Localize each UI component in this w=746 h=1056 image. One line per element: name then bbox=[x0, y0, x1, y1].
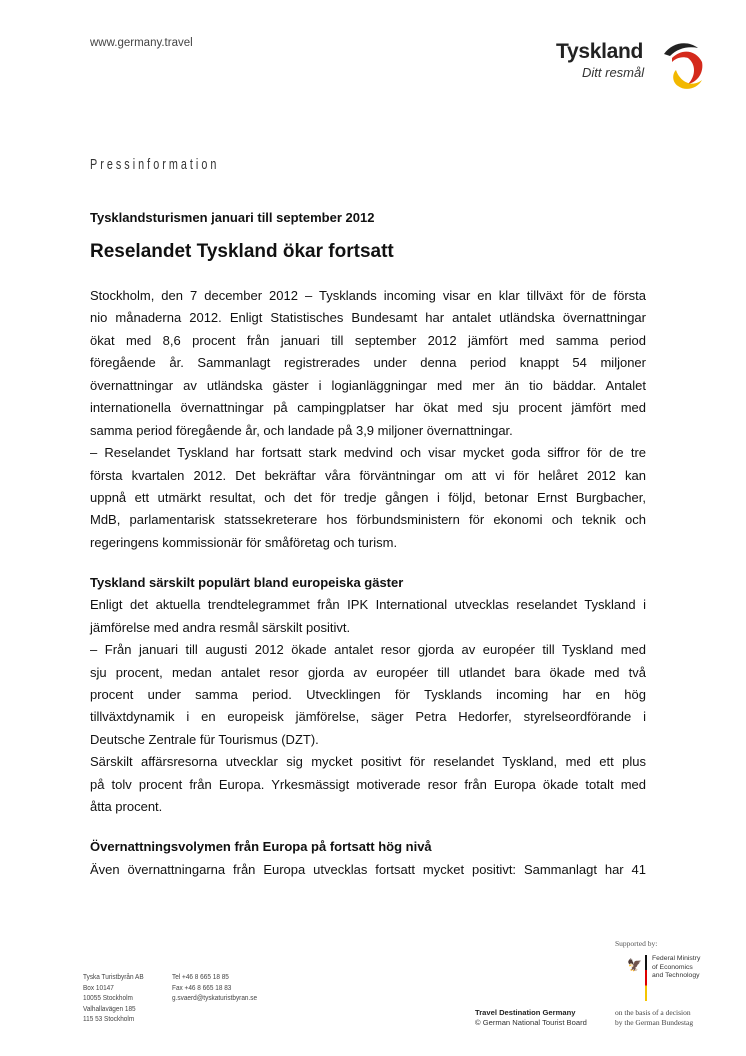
flag-bar bbox=[645, 955, 647, 1001]
ministry-line: of Economics bbox=[652, 963, 693, 971]
paragraph-line: samma period föregående år, och landade på 3,9 miljoner övernattningar. bbox=[90, 422, 513, 438]
email-link[interactable]: g.svaerd@tyskaturistbyran.se bbox=[172, 993, 258, 1002]
paragraph-line: sju procent, medan antalet resor gjorda av européer till utlandet bara ökade med två bbox=[90, 664, 646, 680]
tyskland-logo bbox=[556, 40, 706, 90]
address-line: 115 53 Stockholm bbox=[83, 1014, 135, 1023]
paragraph-line: Stockholm, den 7 december 2012 – Tysklands incoming visar en klar tillväxt för de första bbox=[90, 288, 646, 303]
paragraph-line: ökat med 8,6 procent från januari till september 2012 jämfört med samma period bbox=[90, 332, 646, 348]
website-url[interactable]: www.germany.travel bbox=[90, 37, 193, 49]
address-line: Valhallavägen 185 bbox=[83, 1003, 136, 1013]
paragraph bbox=[90, 751, 646, 818]
paragraph-line: åtta procent. bbox=[90, 799, 163, 815]
paragraph-line: tillväxtdynamik i en europeisk jämförelse, säger Petra Hedorfer, styrelseordförande i bbox=[90, 709, 646, 725]
paragraph-line: Även övernattningarna från Europa utvecklas fortsatt mycket positivt: Sammanlagt har 41 bbox=[90, 861, 646, 877]
paragraph-line: Deutsche Zentrale für Tourismus (DZT). bbox=[90, 731, 319, 747]
logo-subtitle: Ditt resmål bbox=[582, 65, 645, 80]
tdg-subtitle: © German National Tourist Board bbox=[475, 1018, 587, 1027]
article-title: Reselandet Tyskland ökar fortsatt bbox=[90, 241, 394, 262]
address-line: Box 10147 bbox=[83, 982, 114, 992]
paragraph-line: första kvartalen 2012. Det bekräftar våra förväntningar om att vi för helåret 2012 kan bbox=[90, 467, 646, 483]
paragraph-line: regeringens kommissionär för småföretag och turism. bbox=[90, 534, 398, 550]
ministry-line: Federal Ministry bbox=[652, 955, 701, 962]
basis-line: by the German Bundestag bbox=[615, 1018, 694, 1027]
article-kicker: Tysklandsturismen januari till september 2012 bbox=[90, 210, 375, 225]
phone: Tel +46 8 665 18 85 bbox=[172, 972, 229, 981]
paragraph bbox=[90, 285, 646, 442]
paragraph bbox=[90, 594, 646, 639]
paragraph-line: övernattningar av utländska gäster i logianläggningar med mer än tio bäddar. Antalet bbox=[90, 377, 646, 393]
paragraph bbox=[90, 859, 646, 881]
paragraph-line: nio månaderna 2012. Enligt Statistisches Bundesamt har antalet utländska övernattningar bbox=[90, 310, 646, 326]
tdg-title: Travel Destination Germany bbox=[475, 1008, 576, 1017]
paragraph-line: föregående år. Sammanlagt registrerades under denna period knappt 54 miljoner bbox=[90, 355, 646, 371]
bundestag-note bbox=[615, 1008, 693, 1028]
paragraph-line: – Reselandet Tyskland har fortsatt stark medvind och visar mycket goda siffror för de tre bbox=[90, 445, 646, 461]
eagle-icon: 🦅 bbox=[627, 958, 642, 972]
paragraph bbox=[90, 442, 646, 554]
paragraph-line: på tolv procent från Europa. Yrkesmässigt motiverade resor från Europa ökade totalt med bbox=[90, 776, 646, 792]
fax: Fax +46 8 665 18 83 bbox=[172, 982, 232, 992]
paragraph-line: Särskilt affärsresorna utvecklar sig mycket positivt för reselandet Tyskland, med ett plus bbox=[90, 754, 646, 770]
paragraph-line: procent under samma period. Utvecklingen för Tysklands incoming har en hög bbox=[90, 686, 646, 702]
basis-line: on the basis of a decision bbox=[615, 1008, 691, 1017]
article-body bbox=[90, 285, 646, 881]
logo-title: Tyskland bbox=[556, 40, 644, 63]
footer-address bbox=[83, 972, 144, 1025]
paragraph-line: MdB, parlamentarisk statssekreterare hos förbundsministern för ekonomi och teknik och bbox=[90, 512, 646, 528]
tdg-credit bbox=[475, 1008, 587, 1028]
address-line: 10055 Stockholm bbox=[83, 993, 133, 1002]
ministry-line: and Technology bbox=[652, 972, 700, 979]
section-gap bbox=[90, 819, 646, 837]
section-gap bbox=[90, 554, 646, 572]
paragraph bbox=[90, 639, 646, 751]
section-heading: Tyskland särskilt populärt bland europeiska gäster bbox=[90, 574, 404, 590]
swirl-logo-icon bbox=[658, 36, 708, 92]
footer-contact bbox=[172, 972, 257, 1004]
press-info-label: Pressinformation bbox=[90, 156, 220, 173]
paragraph-line: jämförelse med andra resmål särskilt positivt. bbox=[90, 619, 351, 635]
paragraph-line: uppnå ett utmärkt resultat, och det för tredje gången i följd, betonar Ernst Burgbacher, bbox=[90, 489, 646, 505]
paragraph-line: internationella övernattningar på campingplatser har ökat med sju procent jämfört med bbox=[90, 400, 646, 416]
section-heading: Övernattningsvolymen från Europa på fortsatt hög nivå bbox=[90, 839, 432, 855]
ministry-logo bbox=[625, 955, 715, 1005]
paragraph-line: – Från januari till augusti 2012 ökade antalet resor gjorda av européer till Tyskland med bbox=[90, 642, 646, 658]
supported-by-label: Supported by: bbox=[615, 939, 658, 948]
address-line: Tyska Turistbyrån AB bbox=[83, 972, 144, 981]
paragraph-line: Enligt det aktuella trendtelegrammet från IPK International utvecklas reselandet Tyskland i bbox=[90, 597, 646, 613]
